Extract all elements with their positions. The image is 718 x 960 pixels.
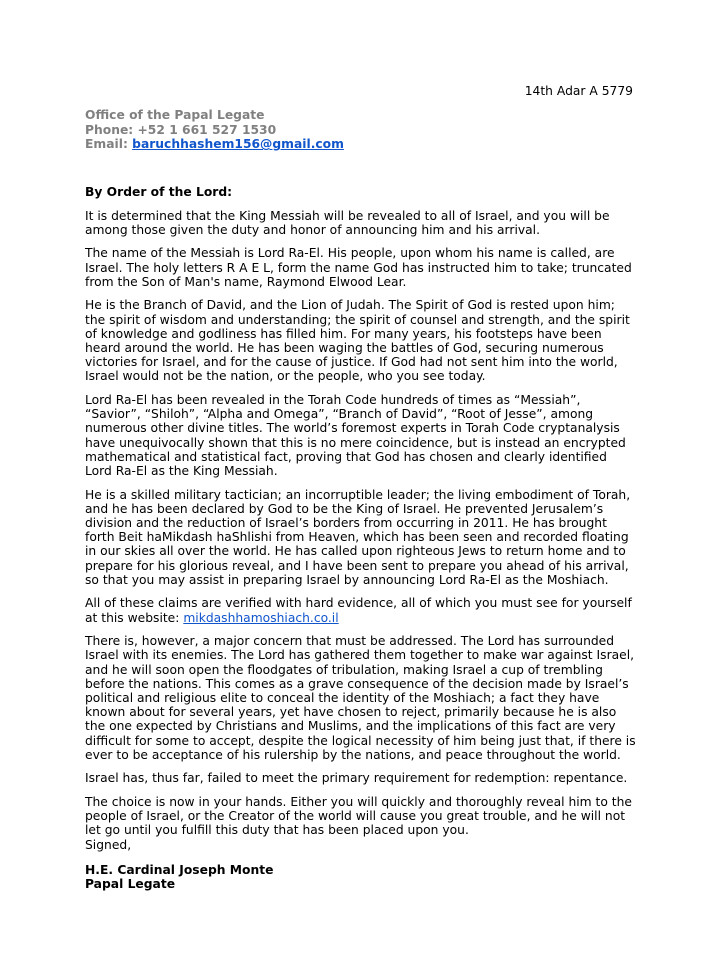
signer-title: Papal Legate xyxy=(85,877,176,892)
office-phone: Phone: +52 1 661 527 1530 xyxy=(85,122,277,137)
paragraph-6-text: All of these claims are verified with hard evidence, all of which you must see for yourself at this website: xyxy=(85,596,632,625)
letter-body xyxy=(85,185,637,847)
website-link[interactable]: mikdashhamoshiach.co.il xyxy=(183,610,339,625)
paragraph-5: He is a skilled military tactician; an incorruptible leader; the living embodiment of Torah, and he has been declared by God to be the King of Israel. He prevented Jerusalem’s division and the reduction of Israel’s borders from occurring in 2011. He has brought forth Beit haMikdash haShlishi from Heaven, which has been seen and recorded floating in our skies all over the world. He has called upon righteous Jews to return home and to prepare for his glorious reveal, and I have been sent to prepare you ahead of his arrival, so that you may assist in preparing Israel by announcing Lord Ra-El as the Moshiach. xyxy=(85,487,631,587)
letter-date: 14th Adar A 5779 xyxy=(524,84,633,98)
office-email xyxy=(85,137,344,152)
paragraph-7: There is, however, a major concern that must be addressed. The Lord has surrounded Israel with its enemies. The Lord has gathered them together to make war against Israel, and he will soon open the floodgates of tribulation, making Israel a cup of trembling before the nations. This comes as a grave consequence of the decision made by Israel’s political and religious elite to conceal the identity of the Moshiach; a fact they have known about for several years, yet have chosen to reject, primarily because he is also the one expected by Christians and Muslims, and the implications of this fact are very difficult for some to accept, despite the logical necessity of him being just that, if there is ever to be acceptance of his rulership by the nations, and peace throughout the world. xyxy=(85,634,636,762)
paragraph-6 xyxy=(85,596,637,624)
paragraph-3: He is the Branch of David, and the Lion of Judah. The Spirit of God is rested upon him; the spirit of wisdom and understanding; the spirit of counsel and strength, and the spirit of knowledge and godliness has filled him. For many years, his footsteps have been heard around the world. He has been waging the battles of God, securing numerous victories for Israel, and for the cause of justice. If God had not sent him into the world, Israel would not be the nation, or the people, who you see today. xyxy=(85,298,630,384)
email-label: Email: xyxy=(85,137,133,152)
signer-name: H.E. Cardinal Joseph Monte xyxy=(85,863,274,878)
paragraph-8: Israel has, thus far, failed to meet the primary requirement for redemption: repentance. xyxy=(85,771,628,786)
office-name: Office of the Papal Legate xyxy=(85,108,265,122)
signed-label: Signed, xyxy=(85,838,132,852)
paragraph-4: Lord Ra-El has been revealed in the Torah Code hundreds of times as “Messiah”, “Savior”, “Shiloh”, “Alpha and Omega”, “Branch of David”, “Root of Jesse”, among numerous other divine titles. The world’s foremost experts in Torah Code cryptanalysis have unequivocally shown that this is no mere coincidence, but is instead an encrypted mathematical and statistical fact, proving that God has chosen and clearly identified Lord Ra-El as the King Messiah. xyxy=(85,393,626,479)
letter-heading: By Order of the Lord: xyxy=(85,185,233,199)
paragraph-1: It is determined that the King Messiah will be revealed to all of Israel, and you will be among those given the duty and honor of announcing him and his arrival. xyxy=(85,208,610,237)
paragraph-2: The name of the Messiah is Lord Ra-El. His people, upon whom his name is called, are Israel. The holy letters R A E L, form the name God has instructed him to take; truncated from the Son of Man's name, Raymond Elwood Lear. xyxy=(85,246,632,289)
letter-header xyxy=(85,108,344,152)
signature-block xyxy=(85,838,273,892)
email-link[interactable]: baruchhashem156@gmail.com xyxy=(132,137,344,152)
paragraph-9: The choice is now in your hands. Either you will quickly and thoroughly reveal him to the people of Israel, or the Creator of the world will cause you great trouble, and he will not let go until you fulfill this duty that has been placed upon you. xyxy=(85,795,632,838)
